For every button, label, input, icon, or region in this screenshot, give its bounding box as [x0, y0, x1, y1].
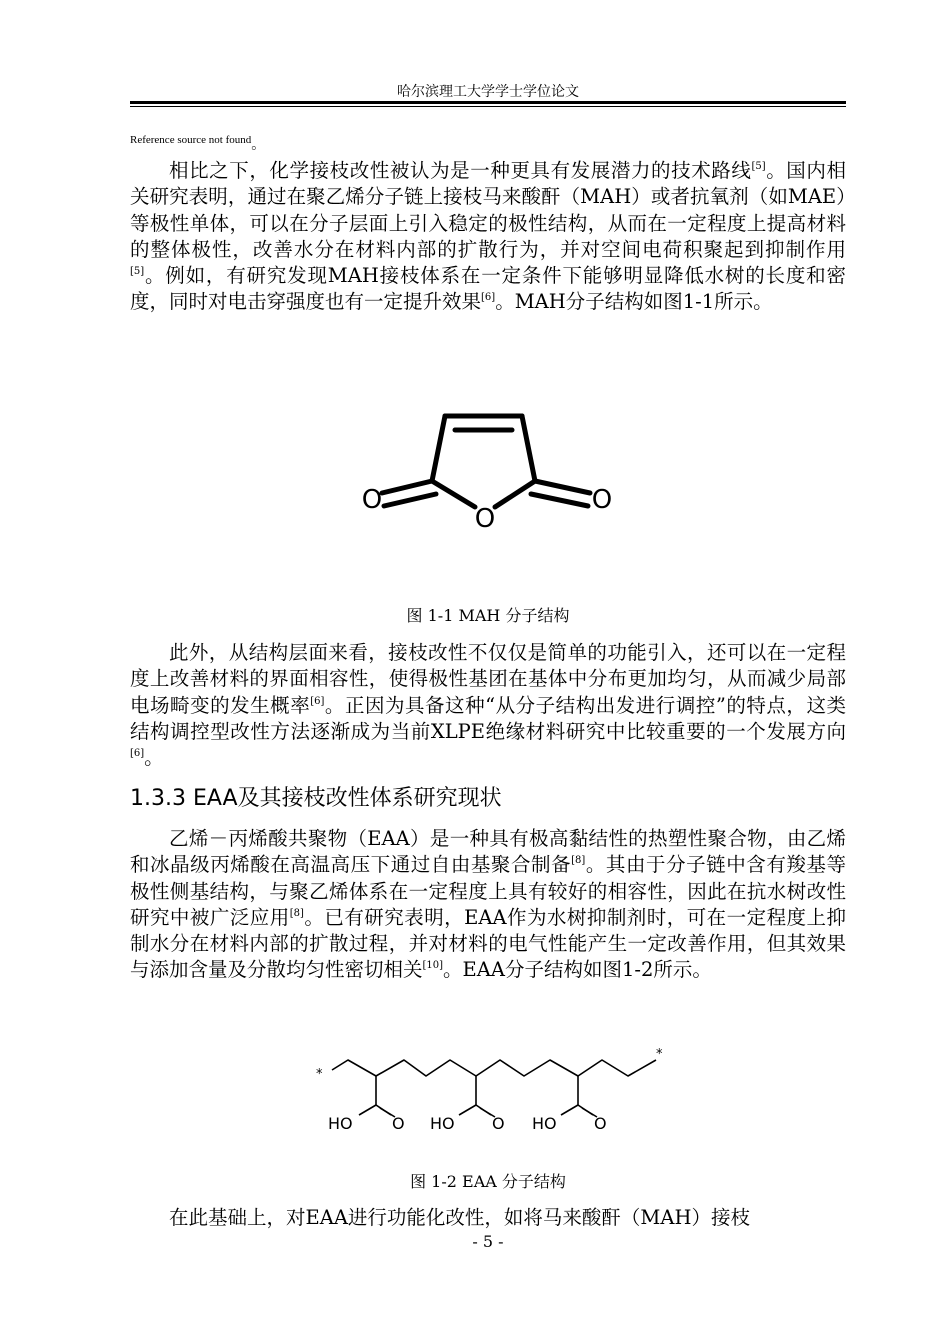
mah-structure-figure	[350, 396, 620, 546]
eaa-o-1: O	[392, 1114, 405, 1133]
figure2-caption: 图 1-2 EAA 分子结构	[410, 1172, 566, 1191]
mah-atom-o-right: O	[591, 485, 613, 515]
citation: [6]	[481, 292, 496, 304]
para3-text-3: 。已有研究表明，EAA作为水树抑制剂时，可在一定程度上抑制水分在材料内部的扩散过程，并对材料的电气性能产生一定改善作用，但其效果与添加含量及分散均匀性密切相关	[130, 905, 846, 982]
eaa-bond	[359, 1105, 376, 1115]
citation: [5]	[130, 266, 145, 278]
eaa-o-3: O	[594, 1114, 607, 1133]
eaa-ho-3: HO	[532, 1114, 557, 1133]
citation: [10]	[422, 960, 444, 972]
paragraph-eaa-functionalization	[130, 1205, 846, 1231]
citation: [6]	[130, 748, 145, 760]
para2-text-2: 。正因为具备这种“从分子结构出发进行调控”的特点，这类结构调控型改性方法逐渐成为当前XLPE绝缘材料研究中比较重要的一个发展方向	[130, 693, 846, 743]
reference-error-text: Reference source not found	[130, 134, 252, 146]
para2-text-1: 此外，从结构层面来看，接枝改性不仅仅是简单的功能引入，还可以在一定程度上改善材料的界面相容性，使得极性基团在基体中分布更加均匀，从而减少局部电场畸变的发生概率	[130, 641, 846, 717]
para1-text-3: 。例如，有研究发现MAH接枝体系在一定条件下能够明显降低水树的长度和密度，同时对电击穿强度也有一定提升效果	[130, 264, 846, 314]
header-rule-thin	[130, 106, 846, 107]
paragraph-chemical-grafting	[130, 158, 846, 316]
para3-text-4: 。EAA分子结构如图1-2所示。	[443, 958, 712, 982]
paragraph-eaa	[130, 826, 846, 984]
eaa-ho-1: HO	[328, 1114, 353, 1133]
eaa-o-2: O	[492, 1114, 505, 1133]
mah-atom-o-ring: O	[474, 504, 496, 534]
eaa-backbone	[332, 1060, 656, 1076]
mah-bond	[531, 494, 588, 506]
eaa-bond	[561, 1105, 578, 1115]
mah-bond	[432, 416, 445, 481]
reference-error-mark: 。	[251, 138, 266, 153]
para2-text-3: 。	[144, 746, 164, 770]
eaa-structure-figure	[306, 1042, 676, 1142]
citation: [6]	[310, 695, 325, 707]
para1-text-2: 。国内相关研究表明，通过在聚乙烯分子链上接枝马来酸酐（MAH）或者抗氧剂（如MAE）等极性单体，可以在分子层面上引入稳定的极性结构，从而在一定程度上提高材料的整体极性，改善水分在材料内部的扩散行为，并对空间电荷积聚起到抑制作用	[130, 159, 846, 261]
para3-text-2: 。其由于分子链中含有羧基等极性侧基结构，与聚乙烯体系在一定程度上具有较好的相容性，因此在抗水树改性研究中被广泛应用	[130, 853, 846, 929]
paragraph-structure-control	[130, 640, 846, 771]
eaa-bond	[459, 1105, 476, 1115]
mah-bond	[384, 494, 436, 506]
section-heading: 1.3.3 EAA及其接枝改性体系研究现状	[130, 786, 502, 811]
eaa-star-left: *	[316, 1067, 323, 1082]
citation: [8]	[571, 855, 586, 867]
para1-text-4: 。MAH分子结构如图1-1所示。	[495, 290, 773, 314]
mah-atom-o-left: O	[361, 485, 383, 515]
header-rule-thick	[130, 101, 846, 104]
page-number: - 5 -	[472, 1232, 504, 1251]
running-header: 哈尔滨理工大学学士学位论文	[397, 84, 579, 100]
para1-text-1: 相比之下，化学接枝改性被认为是一种更具有发展潜力的技术路线	[169, 159, 752, 182]
eaa-star-right: *	[656, 1047, 663, 1062]
figure1-caption: 图 1-1 MAH 分子结构	[406, 606, 570, 625]
para3-text-1: 乙烯－丙烯酸共聚物（EAA）是一种具有极高黏结性的热塑性聚合物，由乙烯和冰晶级丙烯酸在高温高压下通过自由基聚合制备	[130, 827, 846, 877]
mah-bond	[522, 416, 535, 481]
citation: [5]	[751, 161, 766, 172]
reference-error-note	[130, 133, 266, 153]
eaa-ho-2: HO	[430, 1114, 455, 1133]
citation: [8]	[289, 907, 304, 919]
mah-bond	[382, 481, 432, 493]
para4-text-1: 在此基础上，对EAA进行功能化改性，如将马来酸酐（MAH）接枝	[169, 1206, 750, 1229]
mah-bond	[535, 481, 590, 493]
